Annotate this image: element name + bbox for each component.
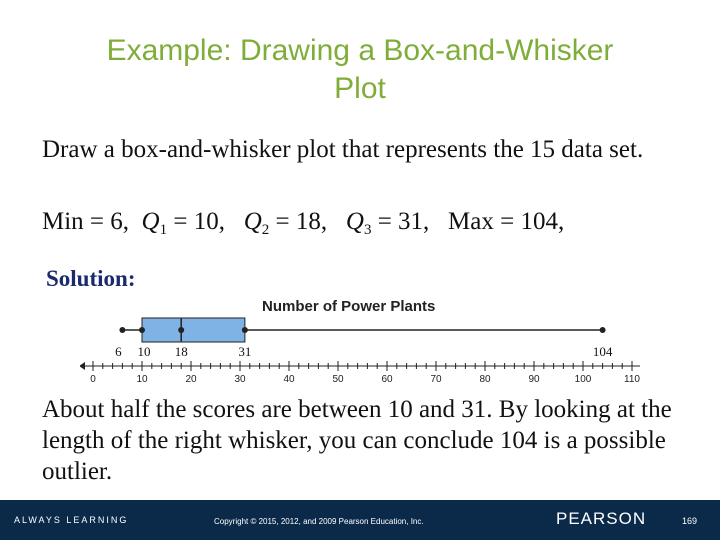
tick-label: 0 [90, 374, 96, 385]
q1-subscript: 1 [159, 222, 168, 238]
q3-value: = 31, [377, 208, 430, 235]
tick-label: 50 [332, 374, 344, 385]
q2-value: = 18, [275, 208, 328, 235]
q2-label: Q [243, 208, 262, 235]
number-line-left-arrow [80, 362, 85, 370]
box-whisker-plot [80, 312, 640, 388]
min-value: Min = 6, [42, 208, 130, 235]
q3-subscript: 3 [363, 222, 372, 238]
min-label: 6 [115, 344, 122, 359]
tick-label: 60 [381, 374, 393, 385]
tick-label: 90 [528, 374, 540, 385]
q2-subscript: 2 [261, 222, 270, 238]
q1-label-value: 10 [137, 344, 151, 359]
footer-copyright: Copyright © 2015, 2012, and 2009 Pearson Education, Inc. [214, 517, 424, 526]
summary-values [42, 206, 692, 246]
tick-label: 20 [185, 374, 197, 385]
slide-title-line-2: Plot [334, 72, 386, 105]
footer-brand-logo: PEARSON [556, 509, 647, 528]
min-point [119, 327, 125, 333]
tick-label: 110 [624, 374, 640, 385]
solution-label: Solution: [46, 266, 136, 291]
footer-tagline: ALWAYS LEARNING [14, 515, 129, 525]
tick-label: 100 [574, 374, 592, 385]
conclusion-text: About half the scores are between 10 and 31. By looking at the length of the right whisker, you can conclude 104 is a possible outlier. [42, 396, 672, 485]
max-value: Max = 104, [448, 208, 565, 235]
slide-title [40, 32, 680, 108]
slide-title-line-1: Example: Drawing a Box-and-Whisker [106, 34, 614, 67]
q1-point [139, 327, 145, 333]
tick-label: 10 [136, 374, 148, 385]
q1-label: Q [141, 208, 160, 235]
tick-label: 30 [234, 374, 246, 385]
tick-label: 80 [479, 374, 491, 385]
chart-title: Number of Power Plants [262, 298, 436, 315]
median-point [178, 327, 184, 333]
plot-layer [80, 318, 640, 385]
problem-prompt: Draw a box-and-whisker plot that represents the 15 data set. [42, 136, 644, 163]
q3-point [242, 327, 248, 333]
max-point [600, 327, 606, 333]
tick-label: 70 [430, 374, 442, 385]
footer-bar [0, 500, 720, 540]
tick-label: 40 [283, 374, 295, 385]
median-label: 18 [174, 344, 188, 359]
iqr-box [142, 318, 245, 342]
q3-label-value: 31 [238, 344, 252, 359]
page-number: 169 [682, 516, 698, 526]
q3-label: Q [345, 208, 364, 235]
q1-value: = 10, [173, 208, 225, 235]
max-label: 104 [592, 344, 613, 359]
